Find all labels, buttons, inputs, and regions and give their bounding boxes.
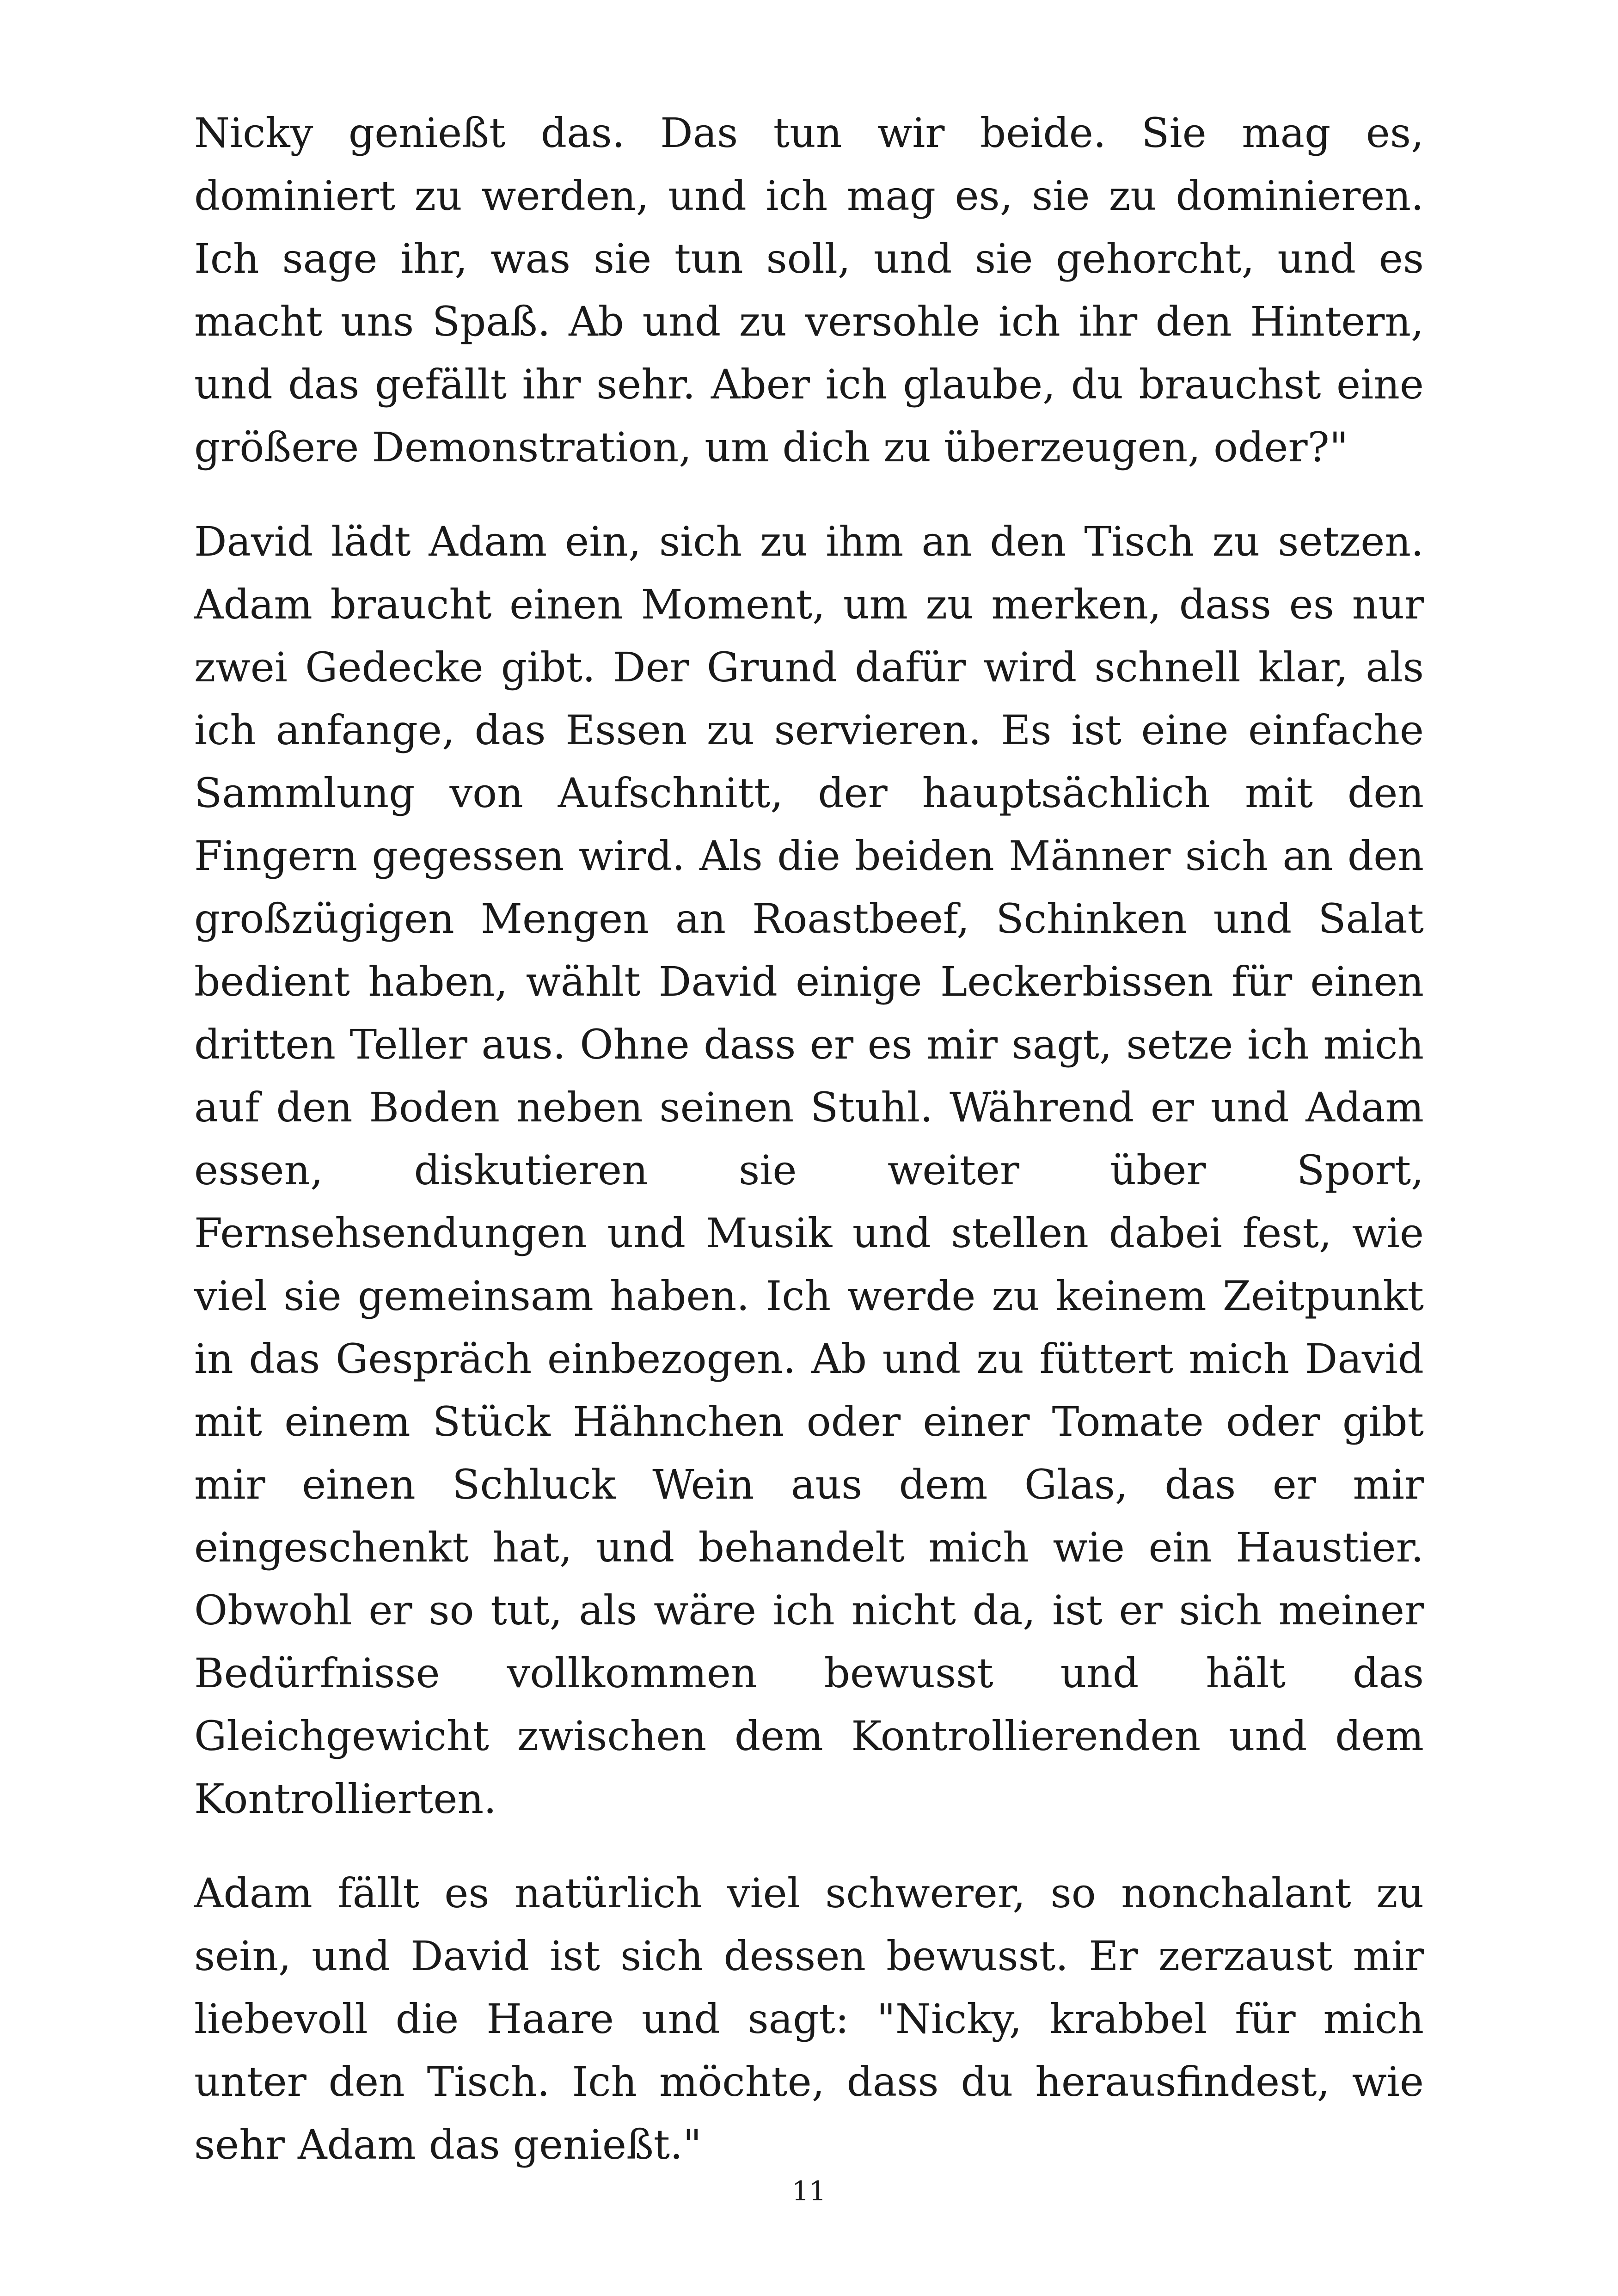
paragraph-3: Adam fällt es natürlich viel schwerer, so nonchalant zu sein, und David ist sich dessen bewusst. Er zerzaust mir liebevoll die Haare und sagt: "Nicky, krabbel für mich unter den Tisch. Ich möchte, dass du herausfindest, wie sehr Adam das genießt." xyxy=(194,1869,1424,2168)
page-body xyxy=(194,102,1424,2208)
paragraph-2: David lädt Adam ein, sich zu ihm an den Tisch zu setzen. Adam braucht einen Moment, um zu merken, dass es nur zwei Gedecke gibt. Der Grund dafür wird schnell klar, als ich anfange, das Essen zu servieren. Es ist eine einfache Sammlung von Aufschnitt, der hauptsächlich mit den Fingern gegessen wird. Als die beiden Männer sich an den großzügigen Mengen an Roastbeef, Schinken und Salat bedient haben, wählt David einige Leckerbissen für einen dritten Teller aus. Ohne dass er es mir sagt, setze ich mich auf den Boden neben seinen Stuhl. Während er und Adam essen, diskutieren sie weiter über Sport, Fernsehsendungen und Musik und stellen dabei fest, wie viel sie gemeinsam haben. Ich werde zu keinem Zeitpunkt in das Gespräch einbezogen. Ab und zu füttert mich David mit einem Stück Hähnchen oder einer Tomate oder gibt mir einen Schluck Wein aus dem Glas, das er mir eingeschenkt hat, und behandelt mich wie ein Haustier. Obwohl er so tut, als wäre ich nicht da, ist er sich meiner Bedürfnisse vollkommen bewusst und hält das Gleichgewicht zwischen dem Kontrollierenden und dem Kontrollierten. xyxy=(194,518,1424,1823)
page-number: 11 xyxy=(792,2175,826,2207)
paragraph-1: Nicky genießt das. Das tun wir beide. Sie mag es, dominiert zu werden, und ich mag es, sie zu dominieren. Ich sage ihr, was sie tun soll, und sie gehorcht, und es macht uns Spaß. Ab und zu versohle ich ihr den Hintern, und das gefällt ihr sehr. Aber ich glaube, du brauchst eine größere Demonstration, um dich zu überzeugen, oder?" xyxy=(194,109,1424,471)
